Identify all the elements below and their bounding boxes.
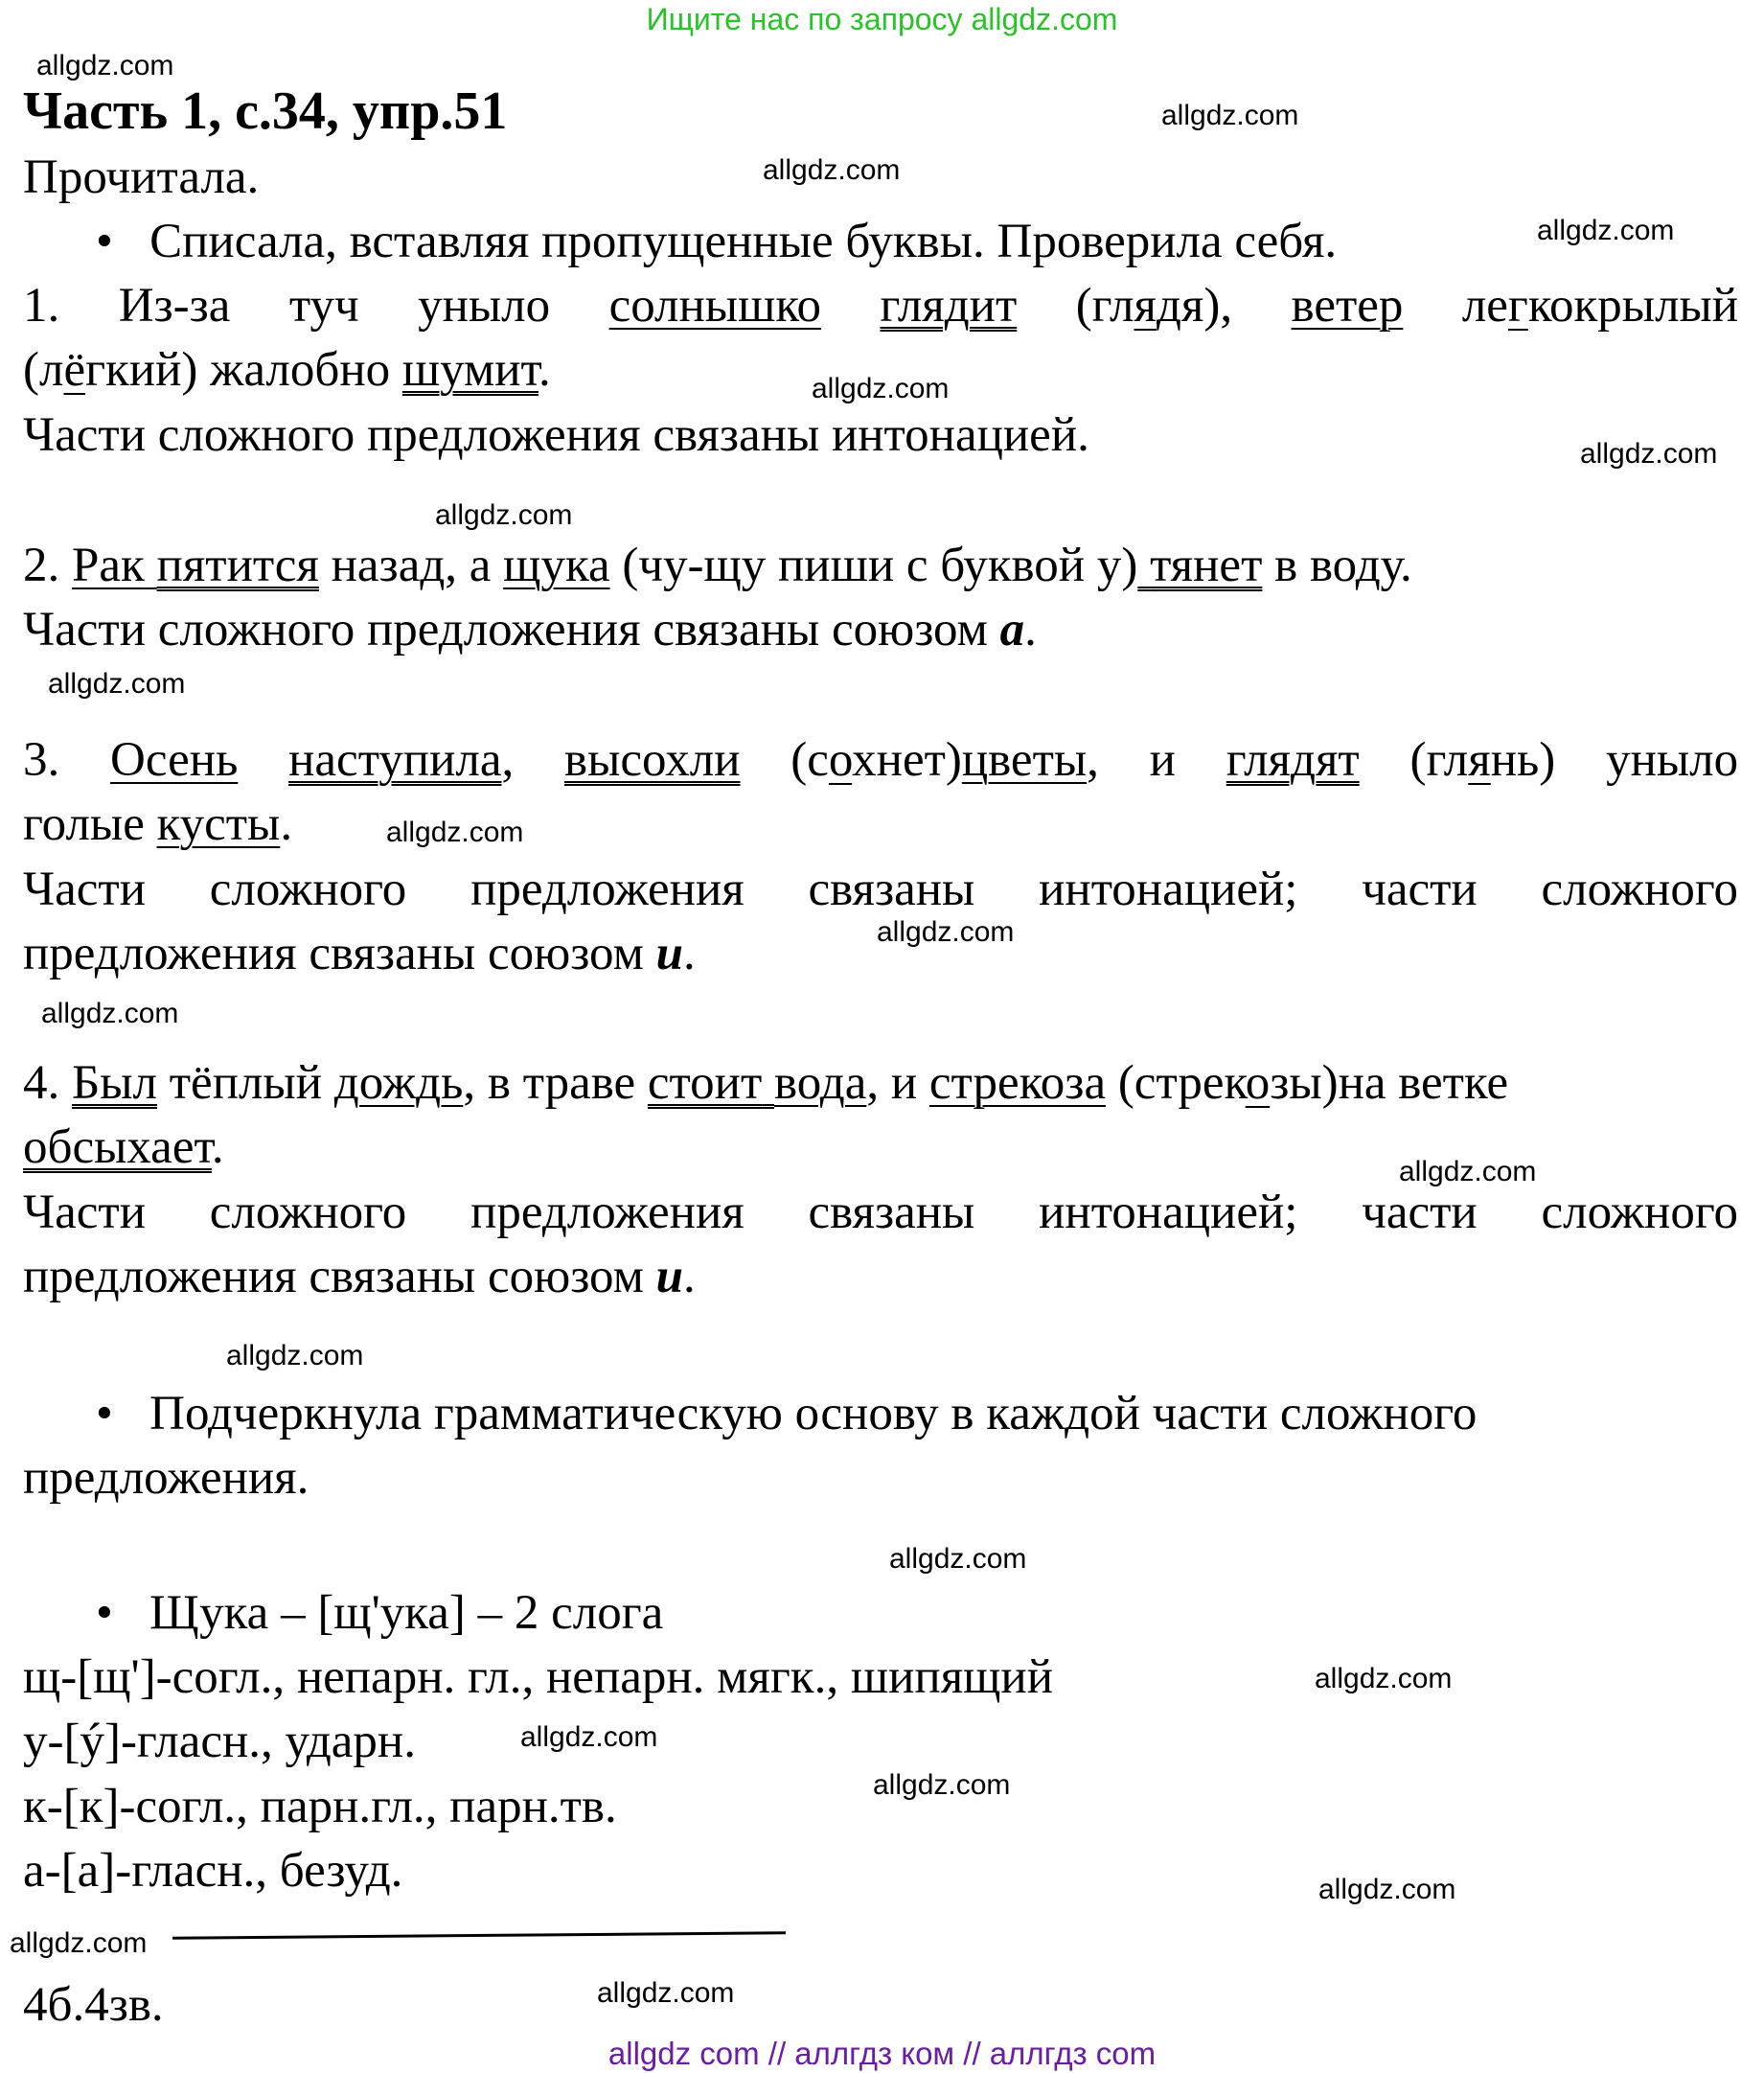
bullet-underlined-cont: предложения. — [23, 1451, 309, 1505]
read-line: Прочитала. — [23, 150, 260, 204]
watermark: allgdz.com — [41, 998, 179, 1029]
predicate: глядит — [880, 279, 1018, 333]
bullet-text: Списала, вставляя пропущенные буквы. Проверила себя. — [149, 215, 1338, 268]
sentence-4-connection-2: предложения связаны союзом и. — [23, 1250, 696, 1303]
subject: Рак — [72, 539, 145, 592]
predicate: высохли — [564, 733, 741, 787]
bullet-text: Щука – [щ'ука] – 2 слога — [149, 1586, 664, 1640]
subject: дождь — [333, 1056, 464, 1110]
sentence-4-connection-1: Части сложного предложения связаны интонацией; части сложного — [23, 1186, 1738, 1239]
subject: цветы — [961, 733, 1088, 787]
predicate: пятится — [156, 539, 319, 592]
watermark: allgdz.com — [1318, 1874, 1456, 1905]
sentence-1-line-2: (лёгкий) жалобно шумит. — [23, 343, 551, 397]
sentence-4-line-1: 4. Был тёплый дождь, в траве стоит вода, и стрекоза (стрекозы)на ветке — [23, 1056, 1509, 1110]
sentence-2: 2. Рак пятится назад, а щука (чу-щу пиши с буквой у) тянет в воду. — [23, 539, 1412, 592]
predicate: стоит — [647, 1056, 763, 1110]
watermark: allgdz.com — [877, 916, 1015, 948]
subject: кусты — [156, 797, 281, 851]
phonetic-line: к-[к]-согл., парн.гл., парн.тв. — [23, 1780, 617, 1833]
predicate: обсыхает — [23, 1120, 212, 1174]
watermark: allgdz.com — [1161, 100, 1299, 131]
bullet-underlined — [96, 1385, 1764, 1442]
sentence-3-line-2: голые кусты. — [23, 797, 293, 851]
bullet-icon: • — [96, 1387, 113, 1440]
phonetic-line: щ-[щ']-согл., непарн. гл., непарн. мягк., шипящий — [23, 1650, 1054, 1704]
subject: ветер — [1291, 279, 1404, 333]
subject: солнышко — [608, 279, 822, 333]
watermark: allgdz.com — [1399, 1156, 1537, 1187]
sentence-3-connection-1: Части сложного предложения связаны интонацией; части сложного — [23, 863, 1738, 916]
subject: Осень — [110, 733, 239, 787]
predicate: тянет — [1150, 539, 1263, 592]
bullet-icon: • — [96, 1586, 113, 1640]
sentence-4-line-2: обсыхает. — [23, 1120, 224, 1174]
watermark: allgdz.com — [36, 50, 174, 81]
sentence-2-connection: Части сложного предложения связаны союзом а. — [23, 603, 1037, 656]
subject: щука — [503, 539, 610, 592]
sentence-3-line-1: 3. Осень наступила, высохли (сохнет)цветы, и глядят (глянь) уныло — [23, 733, 1739, 787]
watermark: allgdz.com — [10, 1927, 148, 1959]
watermark: allgdz.com — [1580, 438, 1718, 470]
bullet-phonetic — [96, 1584, 1764, 1642]
subject: вода — [774, 1056, 867, 1110]
watermark: allgdz.com — [812, 373, 950, 404]
watermark: allgdz.com — [435, 499, 573, 531]
watermark: allgdz.com — [226, 1340, 364, 1371]
predicate: глядят — [1226, 733, 1360, 787]
predicate: Был — [72, 1056, 158, 1110]
predicate: шумит — [401, 343, 538, 397]
summary: 4б.4зв. — [23, 1978, 164, 2032]
watermark: allgdz.com — [386, 817, 524, 848]
footer-watermark: allgdz com // аллгдз ком // аллгдз com — [607, 2036, 1157, 2071]
page-title: Часть 1, с.34, упр.51 — [23, 81, 508, 141]
top-banner: Ищите нас по запросу allgdz.com — [646, 2, 1118, 36]
phonetic-line: а-[а]-гласн., безуд. — [23, 1844, 403, 1898]
bullet-icon: • — [96, 215, 113, 268]
bullet-copied — [96, 213, 1764, 270]
separator-line — [172, 1931, 786, 1940]
watermark: allgdz.com — [763, 154, 901, 186]
watermark: allgdz.com — [597, 1977, 735, 2009]
subject: стрекоза — [928, 1056, 1107, 1110]
sentence-3-connection-2: предложения связаны союзом и. — [23, 927, 696, 980]
watermark: allgdz.com — [1537, 215, 1675, 246]
phonetic-line: у-[ý]-гласн., ударн. — [23, 1715, 416, 1768]
sentence-1-line-1: 1. Из-за туч уныло солнышко глядит (глядя), ветер легкокрылый — [23, 279, 1739, 333]
watermark: allgdz.com — [48, 668, 186, 700]
bullet-text: Подчеркнула грамматическую основу в каждой части сложного — [149, 1387, 1478, 1440]
sentence-1-connection: Части сложного предложения связаны интонацией. — [23, 408, 1089, 462]
watermark: allgdz.com — [1315, 1663, 1453, 1694]
predicate: наступила — [288, 733, 502, 787]
watermark: allgdz.com — [520, 1721, 658, 1753]
watermark: allgdz.com — [889, 1543, 1027, 1575]
watermark: allgdz.com — [873, 1769, 1011, 1801]
